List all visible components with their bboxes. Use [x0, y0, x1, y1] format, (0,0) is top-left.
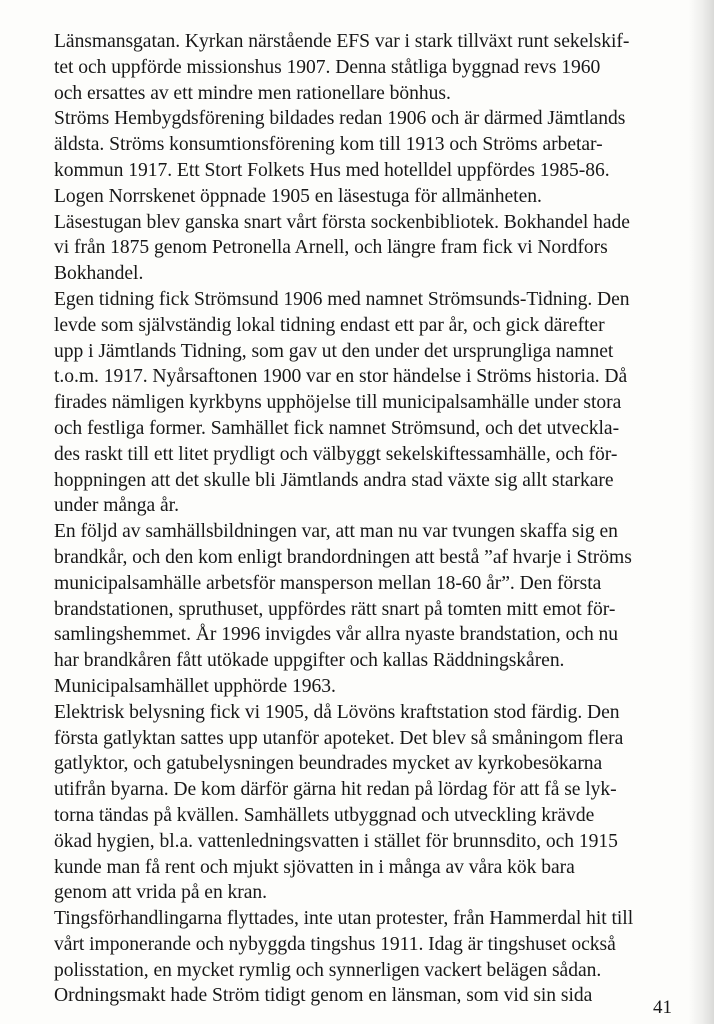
- text-line: polisstation, en mycket rymlig och synnerligen vackert belägen sådan.: [54, 959, 602, 981]
- text-line: Ordningsmakt hade Ström tidigt genom en länsman, som vid sin sida: [54, 985, 593, 1007]
- text-line: har brandkåren fått utökade uppgifter och kallas Räddningskåren.: [54, 650, 565, 672]
- text-line: Municipalsamhället upphörde 1963.: [54, 675, 336, 697]
- text-line: Tingsförhandlingarna flyttades, inte utan protester, från Hammerdal hit till: [54, 908, 634, 930]
- text-line: tet och uppförde missionshus 1907. Denna ståtliga byggnad revs 1960: [54, 56, 601, 78]
- text-line: En följd av samhällsbildningen var, att man nu var tvungen skaffa sig en: [54, 521, 618, 543]
- text-line: Ströms Hembygdsförening bildades redan 1906 och är därmed Jämtlands: [54, 108, 626, 130]
- text-line: Länsmansgatan. Kyrkan närstående EFS var i stark tillväxt runt sekelskif-: [54, 31, 630, 52]
- text-line: och ersattes av ett mindre men rationellare bönhus.: [54, 82, 451, 104]
- text-line: utifrån byarna. De kom därför gärna hit redan på lördag för att få se lyk-: [54, 779, 617, 801]
- text-line: första gatlyktan sattes upp utanför apoteket. Det blev så småningom flera: [54, 727, 624, 749]
- text-line: hoppningen att det skulle bli Jämtlands andra stad växte sig allt starkare: [54, 469, 614, 491]
- text-line: Elektrisk belysning fick vi 1905, då Lövöns kraftstation stod färdig. Den: [54, 701, 620, 723]
- text-line: municipalsamhälle arbetsför mansperson mellan 18-60 år”. Den första: [54, 572, 602, 594]
- text-line: vi från 1875 genom Petronella Arnell, och längre fram fick vi Nordfors: [54, 237, 608, 259]
- text-line: brandkår, och den kom enligt brandordningen att bestå ”af hvarje i Ströms: [54, 546, 632, 568]
- text-line: t.o.m. 1917. Nyårsaftonen 1900 var en stor händelse i Ströms historia. Då: [54, 366, 628, 388]
- text-line: brandstationen, spruthuset, uppfördes rätt snart på tomten mitt emot för-: [54, 598, 616, 620]
- text-line: och festliga former. Samhället fick namnet Strömsund, och det utveckla-: [54, 417, 620, 439]
- page-number: 41: [653, 997, 672, 1018]
- text-line: torna tändas på kvällen. Samhällets utbyggnad och utveckling krävde: [54, 804, 595, 826]
- text-line: des raskt till ett litet prydligt och välbyggt sekelskiftessamhälle, och för-: [54, 443, 618, 465]
- body-text: [54, 29, 694, 1009]
- text-line: äldsta. Ströms konsumtionsförening kom till 1913 och Ströms arbetar-: [54, 134, 603, 156]
- text-line: vårt imponerande och nybyggda tingshus 1911. Idag är tingshuset också: [54, 933, 616, 955]
- text-line: samlingshemmet. År 1996 invigdes vår allra nyaste brandstation, och nu: [54, 624, 619, 646]
- text-line: ökad hygien, bl.a. vattenledningsvatten i stället för brunnsdito, och 1915: [54, 830, 618, 852]
- text-line: Bokhandel.: [54, 263, 144, 285]
- text-line: under många år.: [54, 495, 179, 517]
- text-line: genom att vrida på en kran.: [54, 882, 268, 904]
- text-line: Logen Norrskenet öppnade 1905 en läsestuga för allmänheten.: [54, 185, 542, 207]
- text-line: levde som självständig lokal tidning endast ett par år, och gick därefter: [54, 314, 605, 336]
- text-line: kunde man få rent och mjukt sjövatten in i många av våra kök bara: [54, 856, 575, 878]
- text-line: Egen tidning fick Strömsund 1906 med namnet Strömsunds-Tidning. Den: [54, 288, 630, 310]
- text-line: upp i Jämtlands Tidning, som gav ut den under det ursprungliga namnet: [54, 340, 614, 362]
- text-line: Läsestugan blev ganska snart vårt första sockenbibliotek. Bokhandel hade: [54, 211, 630, 233]
- text-line: gatlyktor, och gatubelysningen beundrades mycket av kyrkobesökarna: [54, 753, 603, 775]
- text-line: kommun 1917. Ett Stort Folkets Hus med hotelldel uppfördes 1985-86.: [54, 159, 610, 181]
- text-line: firades nämligen kyrkbyns upphöjelse till municipalsamhälle under stora: [54, 392, 622, 414]
